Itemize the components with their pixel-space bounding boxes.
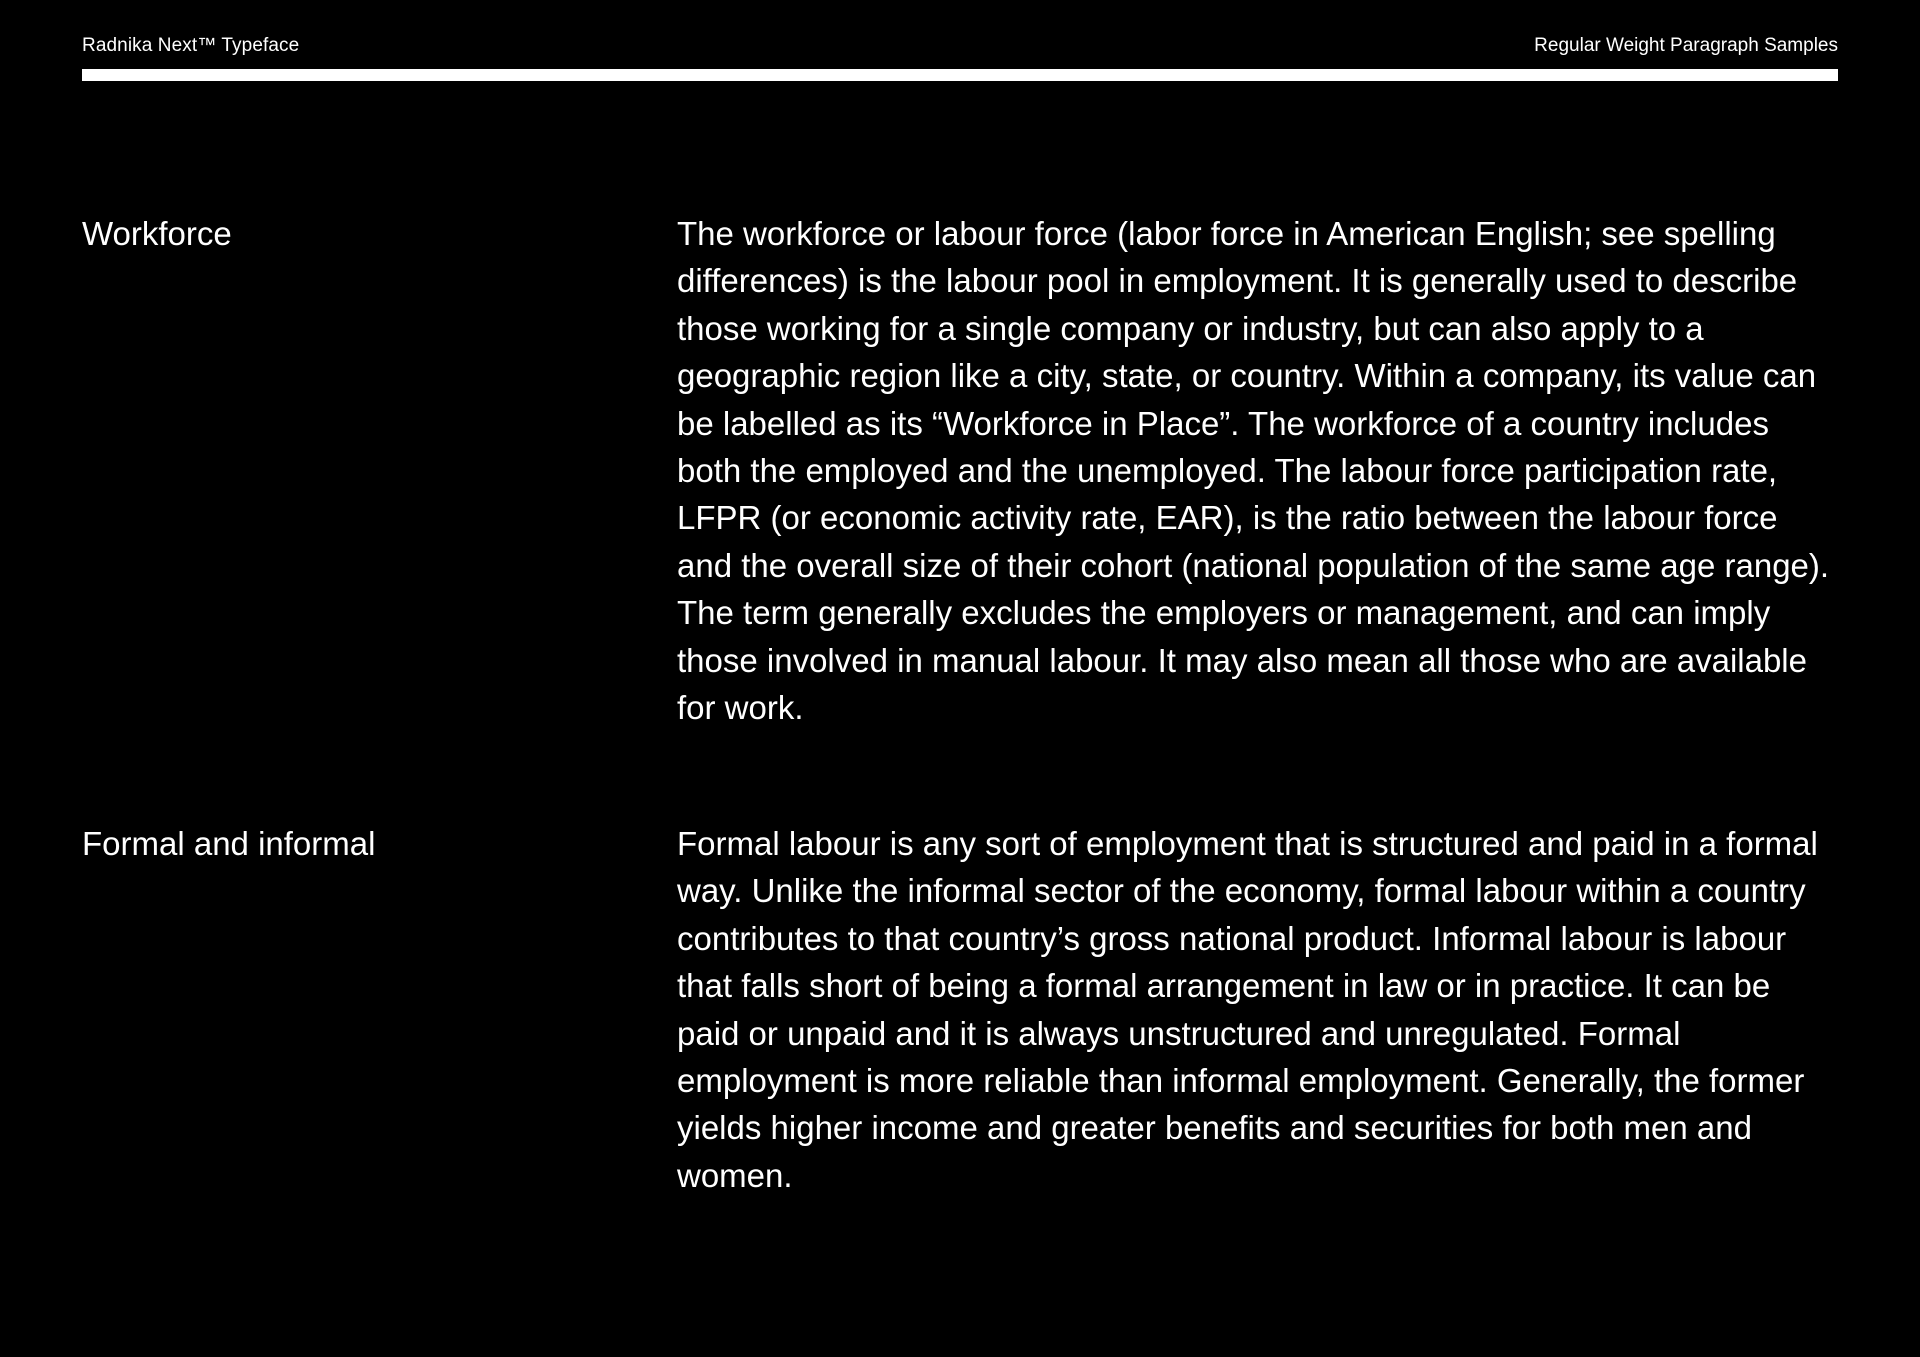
section-body-formal-informal: Formal labour is any sort of employment that is structured and paid in a formal way. Unlike the informal sector of the economy, formal labour within a country contributes to that country’s gross national product. Informal labour is labour that falls short of being a formal arrangement in law or in practice. It can be paid or unpaid and it is always unstructured and unregulated. Formal employment is more reliable than informal employment. Generally, the former yields higher income and greater benefits and securities for both men and women. bbox=[677, 825, 1818, 1194]
section-title-formal-informal: Formal and informal bbox=[82, 825, 376, 862]
section-title-workforce: Workforce bbox=[82, 215, 232, 252]
header-divider bbox=[82, 69, 1838, 81]
typeface-name: Radnika Next™ Typeface bbox=[82, 35, 300, 56]
page-subtitle: Regular Weight Paragraph Samples bbox=[1534, 35, 1838, 56]
section-body-workforce: The workforce or labour force (labor force in American English; see spelling differences) is the labour pool in employment. It is generally used to describe those working for a single company or industry, but can also apply to a geographic region like a city, state, or country. Within a company, its value can be labelled as its “Workforce in Place”. The workforce of a country includes both the employed and the unemployed. The labour force participation rate, LFPR (or economic activity rate, EAR), is the ratio between the labour force and the overall size of their cohort (national population of the same age range). The term generally excludes the employers or management, and can imply those involved in manual labour. It may also mean all those who are available for work. bbox=[677, 215, 1830, 727]
